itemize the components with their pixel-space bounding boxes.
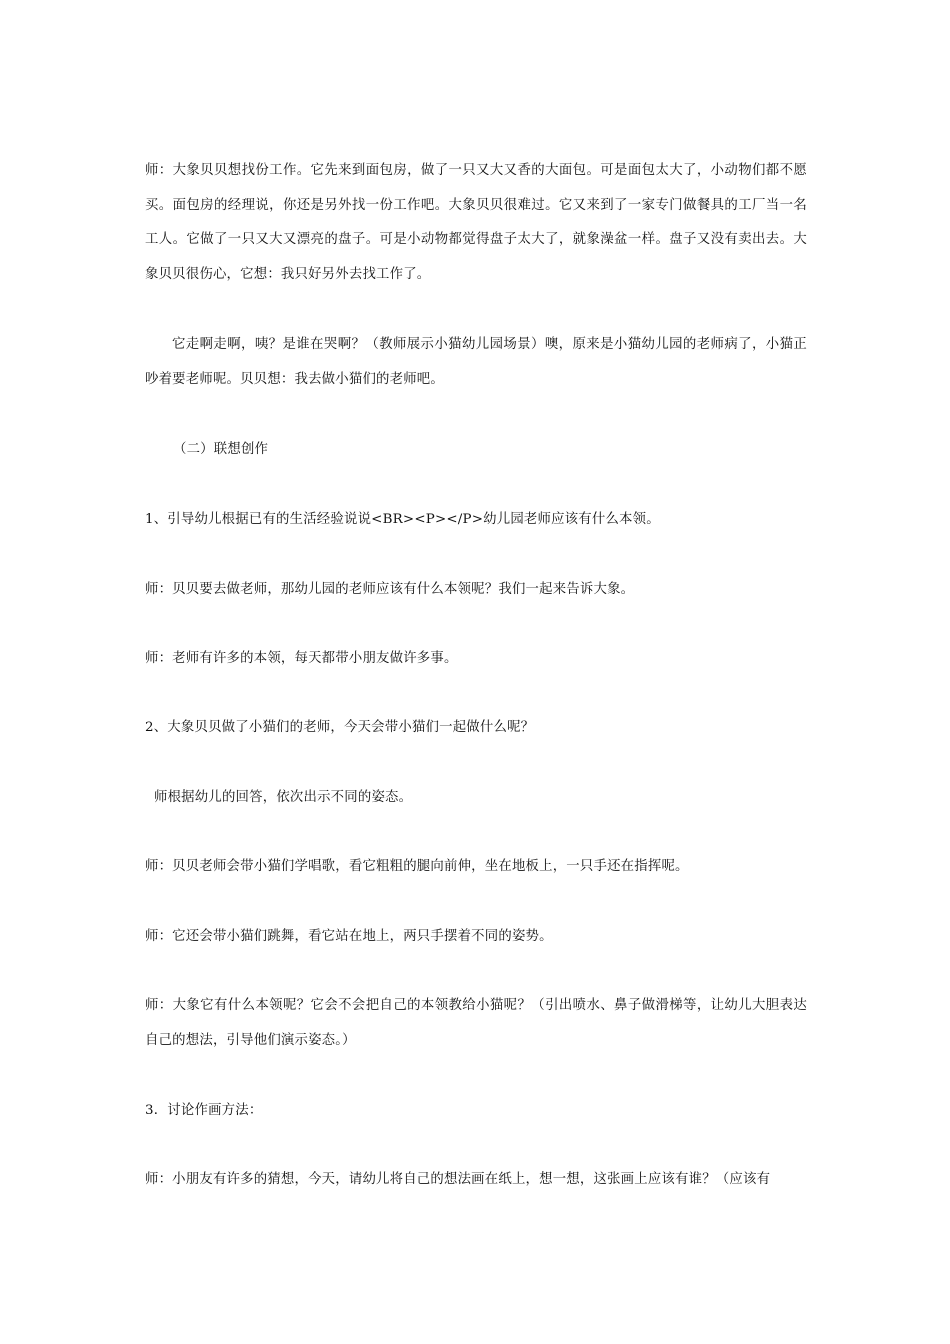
paragraph-story-job: 师：大象贝贝想找份工作。它先来到面包房，做了一只又大又香的大面包。可是面包太大了，小动物们都不愿买。面包房的经理说，你还是另外找一份工作吧。大象贝贝很难过。它又来到了一家专门做餐具的工厂当一名工人。它做了一只又大又漂亮的盘子。可是小动物都觉得盘子太大了，就象澡盆一样。盘子又没有卖出去。大象贝贝很伤心，它想：我只好另外去找工作了。 <box>145 163 807 282</box>
paragraph-step-3: 3．讨论作画方法： <box>145 1103 263 1118</box>
paragraph-drawing: 师：小朋友有许多的猜想，今天，请幼儿将自己的想法画在纸上，想一想，这张画上应该有谁？（应该有 <box>145 1172 771 1187</box>
paragraph-show-poses: 师根据幼儿的回答，依次出示不同的姿态。 <box>154 790 413 805</box>
paragraph-step-1: 1、引导幼儿根据已有的生活经验说说<BR><P></P>幼儿园老师应该有什么本领。 <box>145 512 660 527</box>
paragraph-step-2: 2、大象贝贝做了小猫们的老师，今天会带小猫们一起做什么呢？ <box>145 720 535 735</box>
paragraph-elephant-skills: 师：大象它有什么本领呢？它会不会把自己的本领教给小猫呢？（引出喷水、鼻子做滑梯等，让幼儿大胆表达自己的想法，引导他们演示姿态。） <box>145 998 807 1048</box>
paragraph-teacher-question: 师：贝贝要去做老师，那幼儿园的老师应该有什么本领呢？我们一起来告诉大象。 <box>145 582 635 597</box>
paragraph-singing: 师：贝贝老师会带小猫们学唱歌，看它粗粗的腿向前伸，坐在地板上，一只手还在指挥呢。 <box>145 859 689 874</box>
paragraph-dancing: 师：它还会带小猫们跳舞，看它站在地上，两只手摆着不同的姿势。 <box>145 929 553 944</box>
section-heading-association: （二）联想创作 <box>173 442 269 457</box>
paragraph-teacher-skills: 师：老师有许多的本领，每天都带小朋友做许多事。 <box>145 651 458 666</box>
paragraph-story-crying: 它走啊走啊，咦？是谁在哭啊？（教师展示小猫幼儿园场景）噢，原来是小猫幼儿园的老师病了，小猫正吵着要老师呢。贝贝想：我去做小猫们的老师吧。 <box>145 337 807 387</box>
